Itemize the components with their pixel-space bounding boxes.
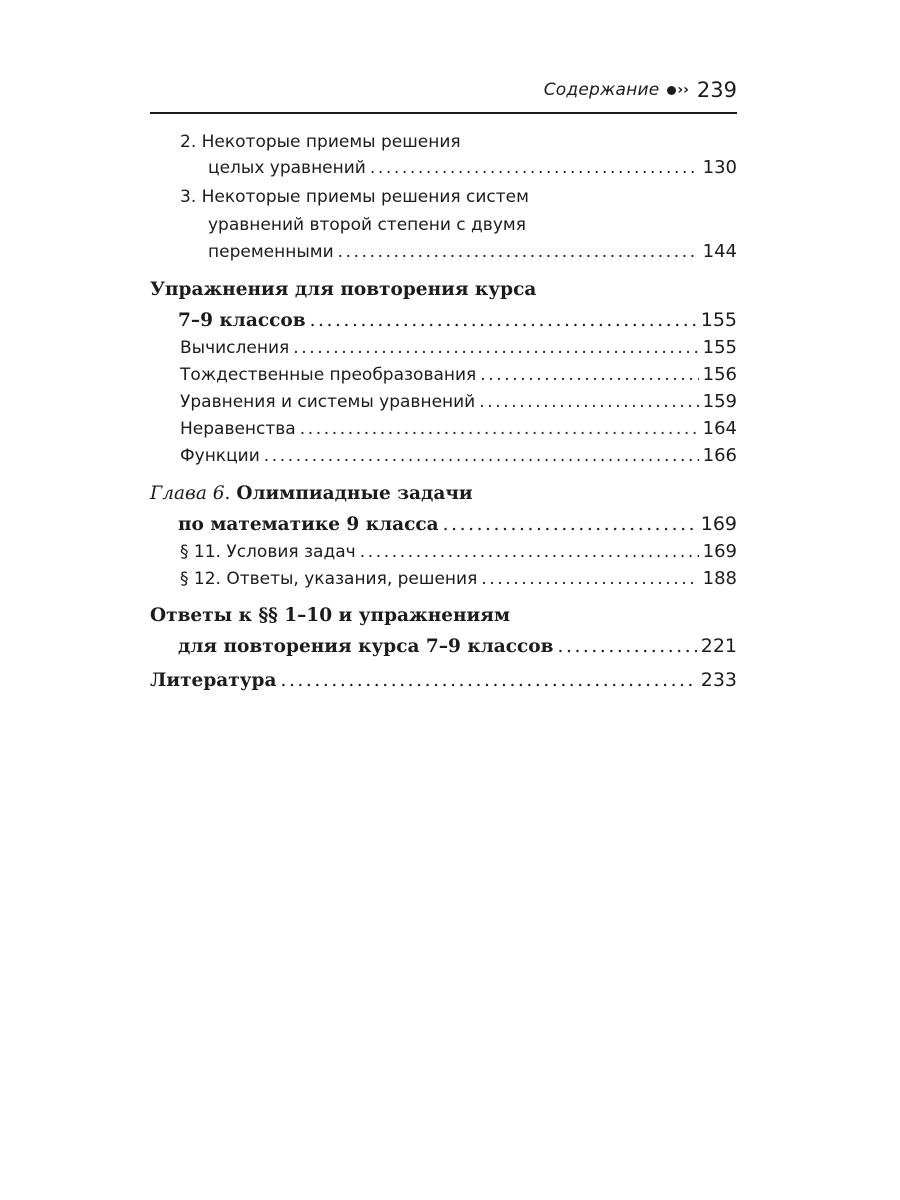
toc-entry[interactable] <box>150 667 737 693</box>
dot-leader <box>300 416 699 442</box>
toc-entry[interactable] <box>180 362 737 388</box>
toc-entry[interactable] <box>180 443 737 469</box>
toc-entry[interactable] <box>208 155 737 181</box>
toc-entry-title: Вычисления <box>180 338 290 358</box>
toc-entry-title: Олимпиадные задачи <box>236 483 473 504</box>
dot-leader <box>280 668 696 694</box>
toc-page-number: 169 <box>702 541 737 562</box>
toc-entry-title: Тождественные преобразования <box>180 365 477 385</box>
toc-entry-heading <box>150 481 737 507</box>
dot-leader <box>293 335 698 361</box>
toc-page-number: 155 <box>700 309 737 331</box>
page-number: 239 <box>696 78 737 102</box>
toc-page-number: 166 <box>702 445 737 466</box>
toc-entry-heading <box>180 129 737 155</box>
toc-entry-heading <box>208 212 737 238</box>
toc-page-number: 221 <box>700 635 737 657</box>
toc-entry-title: Ответы к §§ 1–10 и упражнениям <box>150 605 511 626</box>
toc-entry-heading <box>150 603 737 629</box>
toc-page-number: 130 <box>702 157 737 178</box>
toc-entry-title: 2. Некоторые приемы решения <box>180 132 461 152</box>
dot-leader <box>480 362 698 388</box>
dot-leader <box>479 389 698 415</box>
toc-entry[interactable] <box>178 633 737 659</box>
chapter-prefix: Глава 6. <box>150 483 231 504</box>
toc-entry-title: переменными <box>208 242 334 262</box>
toc-entry[interactable] <box>180 335 737 361</box>
section-marker-icon: ›› <box>667 83 689 97</box>
toc-entry[interactable] <box>208 239 737 265</box>
toc-page-number: 156 <box>702 364 737 385</box>
dot-leader <box>264 443 699 469</box>
toc-entry-title: § 11. Условия задач <box>180 542 356 562</box>
dot-leader <box>370 155 699 181</box>
toc-entry-title: целых уравнений <box>208 158 366 178</box>
running-header <box>150 74 737 114</box>
toc-entry[interactable] <box>180 539 737 565</box>
toc-entry[interactable] <box>178 307 737 333</box>
toc-entry-title: 3. Некоторые приемы решения систем <box>180 187 529 207</box>
toc-page-number: 164 <box>702 418 737 439</box>
toc-entry-title: Неравенства <box>180 419 296 439</box>
toc-page-number: 233 <box>700 669 737 691</box>
toc-entry[interactable] <box>180 566 737 592</box>
toc-entry-title: 7–9 классов <box>178 310 306 331</box>
toc-page-number: 144 <box>702 241 737 262</box>
toc-entry-title: Упражнения для повторения курса <box>150 279 537 300</box>
toc-entry[interactable] <box>180 389 737 415</box>
dot-leader <box>310 308 697 334</box>
toc-entry-heading <box>180 184 737 210</box>
toc-entry-title: § 12. Ответы, указания, решения <box>180 569 478 589</box>
dot-leader <box>443 512 697 538</box>
toc-page-number: 159 <box>702 391 737 412</box>
toc-entry-title: Уравнения и системы уравнений <box>180 392 476 412</box>
toc-entry-title: по математике 9 класса <box>178 514 439 535</box>
toc-entry-title: уравнений второй степени с двумя <box>208 215 526 235</box>
toc-entry-title: Литература <box>150 670 277 691</box>
dot-leader <box>481 566 698 592</box>
toc-page-number: 188 <box>702 568 737 589</box>
toc-page-number: 155 <box>702 337 737 358</box>
toc-page-number: 169 <box>700 513 737 535</box>
dot-leader <box>338 239 699 265</box>
toc-entry-heading <box>150 277 737 303</box>
toc-entry[interactable] <box>178 511 737 537</box>
dot-leader <box>360 539 699 565</box>
toc-entry[interactable] <box>180 416 737 442</box>
toc-entry-title: Функции <box>180 446 260 466</box>
toc-entry-title: для повторения курса 7–9 классов <box>178 636 554 657</box>
running-title: Содержание <box>543 80 660 100</box>
dot-leader <box>557 634 696 660</box>
